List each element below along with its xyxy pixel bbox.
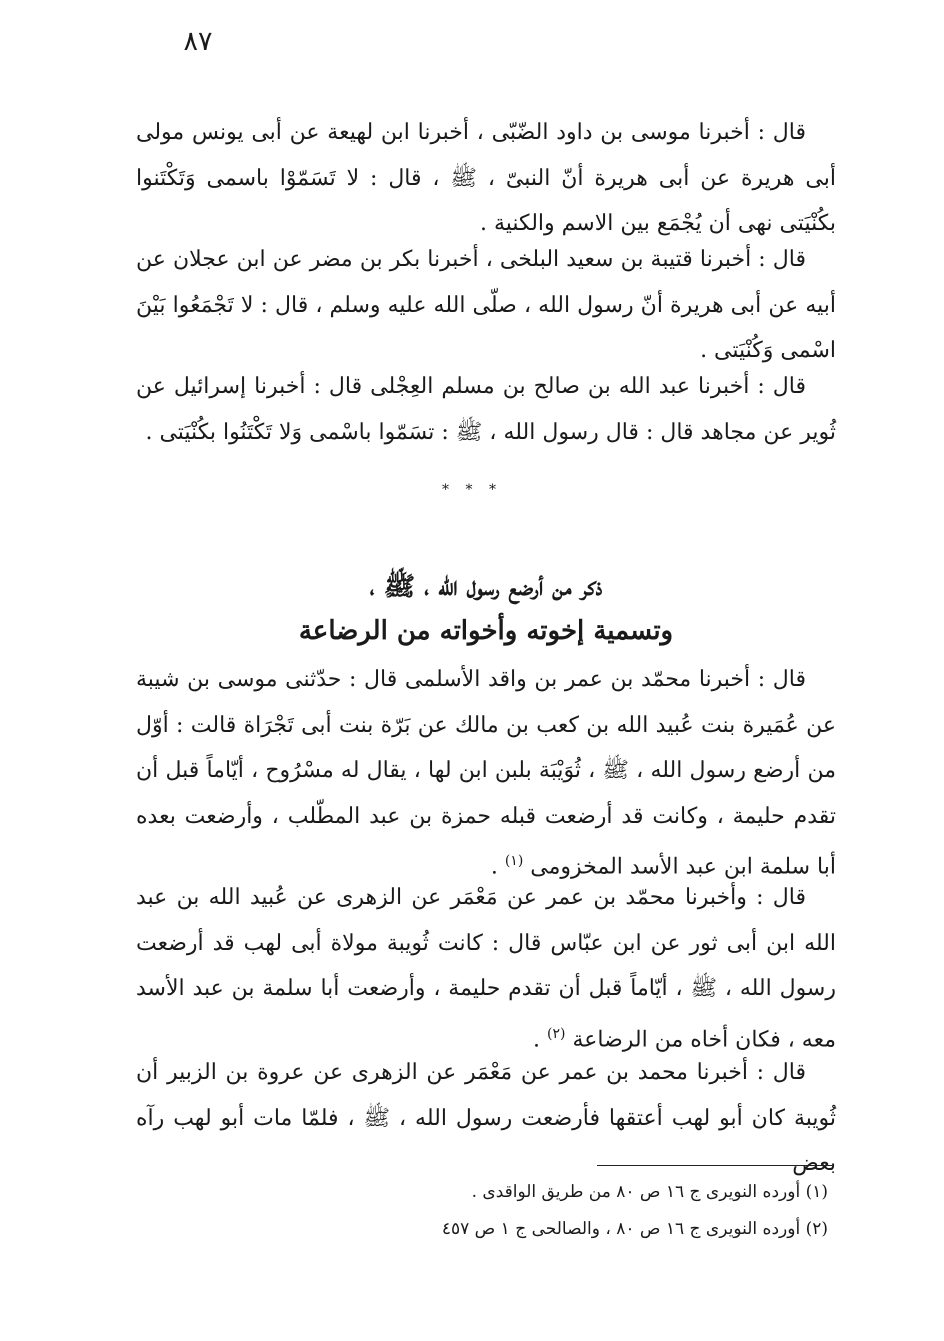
chapter-paragraph-1 — [136, 657, 836, 890]
paragraph-end: . — [533, 1026, 547, 1052]
chapter-title-line-2: وتسمية إخوته وأخواته من الرضاعة — [298, 616, 674, 646]
paragraph-text: قال : أخبرنا عبد الله بن صالح بن مسلم العِجْلى قال : أخبرنا إسرائيل عن ثُوير عن مجاهد قال : قال رسول الله ، ﷺ : تسَمّوا باسْمى وَلا تَكْتَنُوا بكُنْيَتى . — [136, 374, 836, 445]
chapter-title — [136, 565, 836, 653]
hadith-paragraph-3 — [136, 364, 836, 455]
hadith-paragraph-1 — [136, 110, 836, 247]
paragraph-text: قال : أخبرنا محمد بن عمر عن مَعْمَر عن الزهرى عن عروة بن الزبير أن ثُويبة كان أبو لهب أعتقها فأرضعت رسول الله ، ﷺ ، فلمّا مات أبو لهب رآه بعض — [136, 1060, 836, 1176]
paragraph-text: قال : أخبرنا موسى بن داود الضّبّى ، أخبرنا ابن لهيعة عن أبى يونس مولى أبى هريرة عن أبى هريرة أنّ النبىّ ، ﷺ ، قال : لا تَسَمّوْا باسمى وَتَكْتَنوا بكُنْيَتى نهى أن يُجْمَع بين الاسم والكنية . — [136, 120, 836, 236]
paragraph-text: قال : وأخبرنا محمّد بن عمر عن مَعْمَر عن الزهرى عن عُبيد الله بن عبد الله ابن أبى ثور عن ابن عبّاس قال : كانت ثُويبة مولاة أبى لهب قد أرضعت رسول الله ، ﷺ ، أيّاماً قبل أن تقدم حليمة ، وأرضعت أبا سلمة بن عبد الأسد معه ، فكان أخاه من الرضاعة — [136, 885, 836, 1052]
chapter-paragraph-2 — [136, 875, 836, 1062]
footnote-ref-1: (١) — [504, 853, 524, 869]
chapter-title-line-1: ذكر من أرضع رسول الله ، ﷺ ، — [369, 572, 603, 602]
hadith-paragraph-2 — [136, 237, 836, 374]
footnote-divider — [597, 1165, 832, 1166]
paragraph-text: قال : أخبرنا محمّد بن عمر بن واقد الأسلمى قال : حدّثنى موسى بن شيبة عن عُمَيرة بنت عُبيد الله بن كعب بن مالك عن بَرّة بنت أبى تَجْرَاة قالت : أوّل من أرضع رسول الله ، ﷺ ، ثُوَيْبَة بلبن ابن لها ، يقال له مسْرُوح ، أيّاماً قبل أن تقدم حليمة ، وكانت قد أرضعت قبله حمزة بن عبد المطّلب ، وأرضعت بعده أبا سلمة ابن عبد الأسد المخزومى — [136, 667, 836, 880]
footnote-2: (٢) أورده النويرى ج ١٦ ص ٨٠ ، والصالحى ج ١ ص ٤٥٧ — [441, 1219, 828, 1239]
paragraph-end: . — [490, 854, 505, 880]
paragraph-text: قال : أخبرنا قتيبة بن سعيد البلخى ، أخبرنا بكر بن مضر عن ابن عجلان عن أبيه عن أبى هريرة أنّ رسول الله ، صلّى الله عليه وسلم ، قال : لا تَجْمَعُوا بَيْنَ اسْمى وَكُنْيَتى . — [136, 247, 836, 363]
page-number: ٨٧ — [183, 26, 213, 57]
section-separator: * * * — [442, 482, 502, 498]
footnote-1: (١) أورده النويرى ج ١٦ ص ٨٠ من طريق الواقدى . — [471, 1182, 828, 1202]
footnote-ref-2: (٢) — [547, 1025, 566, 1042]
chapter-paragraph-3 — [136, 1050, 836, 1187]
